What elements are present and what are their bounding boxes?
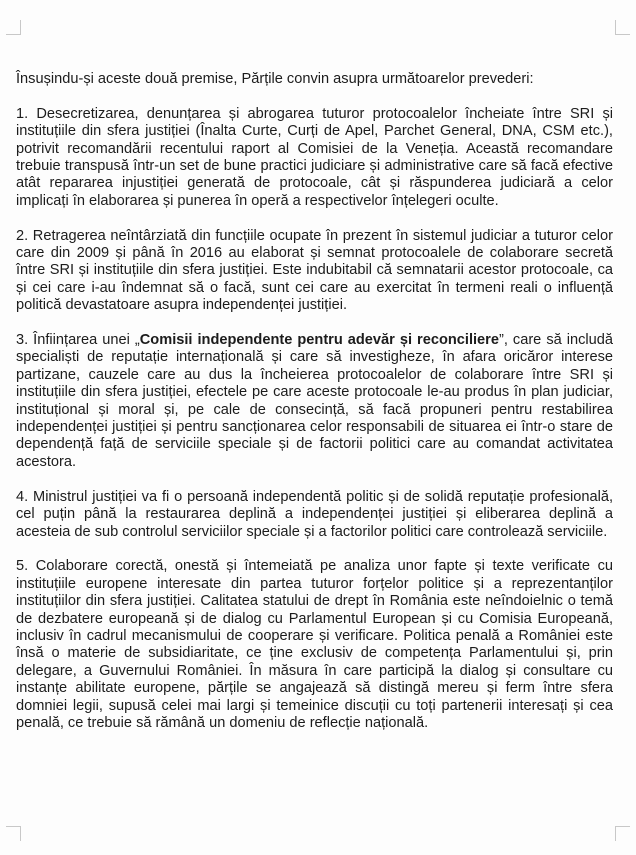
provision-2: 2. Retragerea neîntârziată din funcțiile ocupate în prezent în sistemul judiciar a tuturor celor care din 2009 și până în 2016 au elaborat și semnat protocoalele de colaborare secretă între SRI și instituțiile din sfera justiției. Este indubitabil că semnatarii acestor protocoale, ca și cei care i-au îndemnat să o facă, sunt cei care au exercitat în termeni reali o influență politică devastatoare asupra independenței justiției. [16,227,613,314]
crop-mark-top-left [6,20,21,35]
provision-3-lead: 3. Înființarea unei „ [16,332,140,349]
intro-paragraph: Însușindu-și aceste două premise, Părțile convin asupra următoarelor prevederi: [16,71,534,87]
crop-mark-top-right [615,20,630,35]
provision-1: 1. Desecretizarea, denunțarea și abrogarea tuturor protocoalelor încheiate între SRI și instituțiile din sfera justiției (Înalta Curte, Curți de Apel, Parchet General, DNA, CSM etc.), potrivit recomandării recentului raport al Comisiei de la Veneția. Această recomandare trebuie transpusă într-un set de bune practici judiciare și administrative care să facă efective atât repararea injustiției generată de protocoale, cât și răspunderea judiciară a celor implicați în elaborarea și punerea în operă a respectivelor înțelegeri oculte. [16,105,613,209]
commission-name: Comisii independente pentru adevăr și reconciliere [139,332,499,349]
provision-3 [16,332,613,471]
crop-mark-bottom-right [615,826,630,841]
provision-5: 5. Colaborare corectă, onestă și întemeiată pe analiza unor fapte și texte verificate cu instituțiile europene interesate din partea tuturor forțelor politice și a reprezentanților instituțiilor din sfera justiției. Calitatea statului de drept în România este neîndoielnic o temă de dezbatere europeană și de dialog cu Parlamentul European și cu Comisia Europeană, inclusiv în cadrul mecanismului de cooperare și verificare. Politica penală a României este însă o materie de subsidiaritate, ce ține exclusiv de competența Parlamentului și, prin delegare, a Guvernului României. În măsura în care participă la dialog și consultare cu instanțe abilitate europene, părțile se angajează să distingă mereu și ferm între sfera domniei legii, supusă celei mai largi și temeinice discuții cu toți partenerii interesați și cea penală, ce trebuie să rămână un domeniu de reflecție națională. [16,558,613,731]
document-body [16,71,613,750]
provision-4: 4. Ministrul justiției va fi o persoană independentă politic și de solidă reputație profesională, cel puțin până la restaurarea deplină a independenței justiției și eliberarea deplină a acesteia de sub controlul serviciilor speciale și a factorilor politici care controlează serviciile. [16,488,613,540]
crop-mark-bottom-left [6,826,21,841]
provision-3-rest: ”, care să includă specialiști de reputație internațională și care să investigheze, în afara oricăror interese partizane, cauzele care au dus la încheierea protocoalelor de colaborare între SRI și instituțiile din sfera justiției, efectele pe care aceste protocoale le-au produs în plan judiciar, instituțional și moral și, pe cale de consecință, să facă propuneri pentru restabilirea independenței justiției și pentru sancționarea celor responsabili de situarea ei într-o stare de dependență față de serviciile speciale și de factorii politici care au comandat activitatea acestora. [16,332,613,470]
